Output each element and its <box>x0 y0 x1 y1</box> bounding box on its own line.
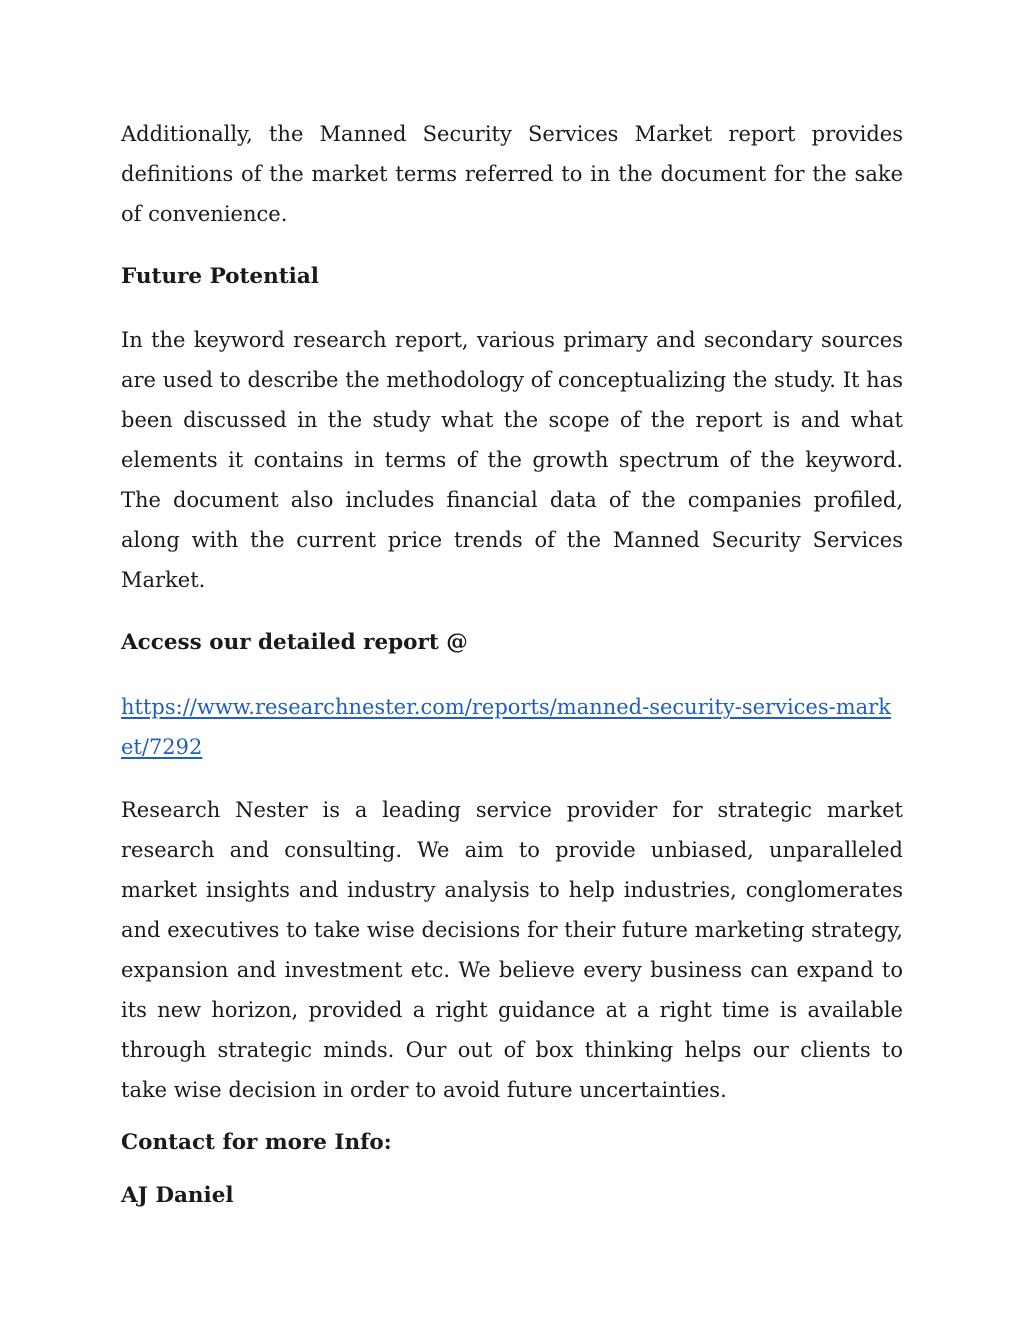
intro-paragraph: Additionally, the Manned Security Services Market report provides definitions of the market terms referred to in the document for the sake of convenience. <box>121 122 903 226</box>
contact-name: AJ Daniel <box>121 1183 234 1208</box>
access-report-heading: Access our detailed report @ <box>121 630 468 655</box>
document-page <box>121 114 903 1216</box>
contact-heading: Contact for more Info: <box>121 1130 392 1155</box>
future-potential-paragraph: In the keyword research report, various primary and secondary sources are used to describe the methodology of conceptualizing the study. It has been discussed in the study what the scope of the report is and what elements it contains in terms of the growth spectrum of the keyword. The document also includes financial data of the companies profiled, along with the current price trends of the Manned Security Services Market. <box>121 328 903 592</box>
about-paragraph: Research Nester is a leading service provider for strategic market research and consulting. We aim to provide unbiased, unparalleled market insights and industry analysis to help industries, conglomerates and executives to take wise decisions for their future marketing strategy, expansion and investment etc. We believe every business can expand to its new horizon, provided a right guidance at a right time is available through strategic minds. Our out of box thinking helps our clients to take wise decision in order to avoid future uncertainties. <box>121 798 903 1102</box>
future-potential-heading: Future Potential <box>121 264 319 289</box>
report-link[interactable]: https://www.researchnester.com/reports/manned-security-services-market/7292 <box>121 695 891 759</box>
